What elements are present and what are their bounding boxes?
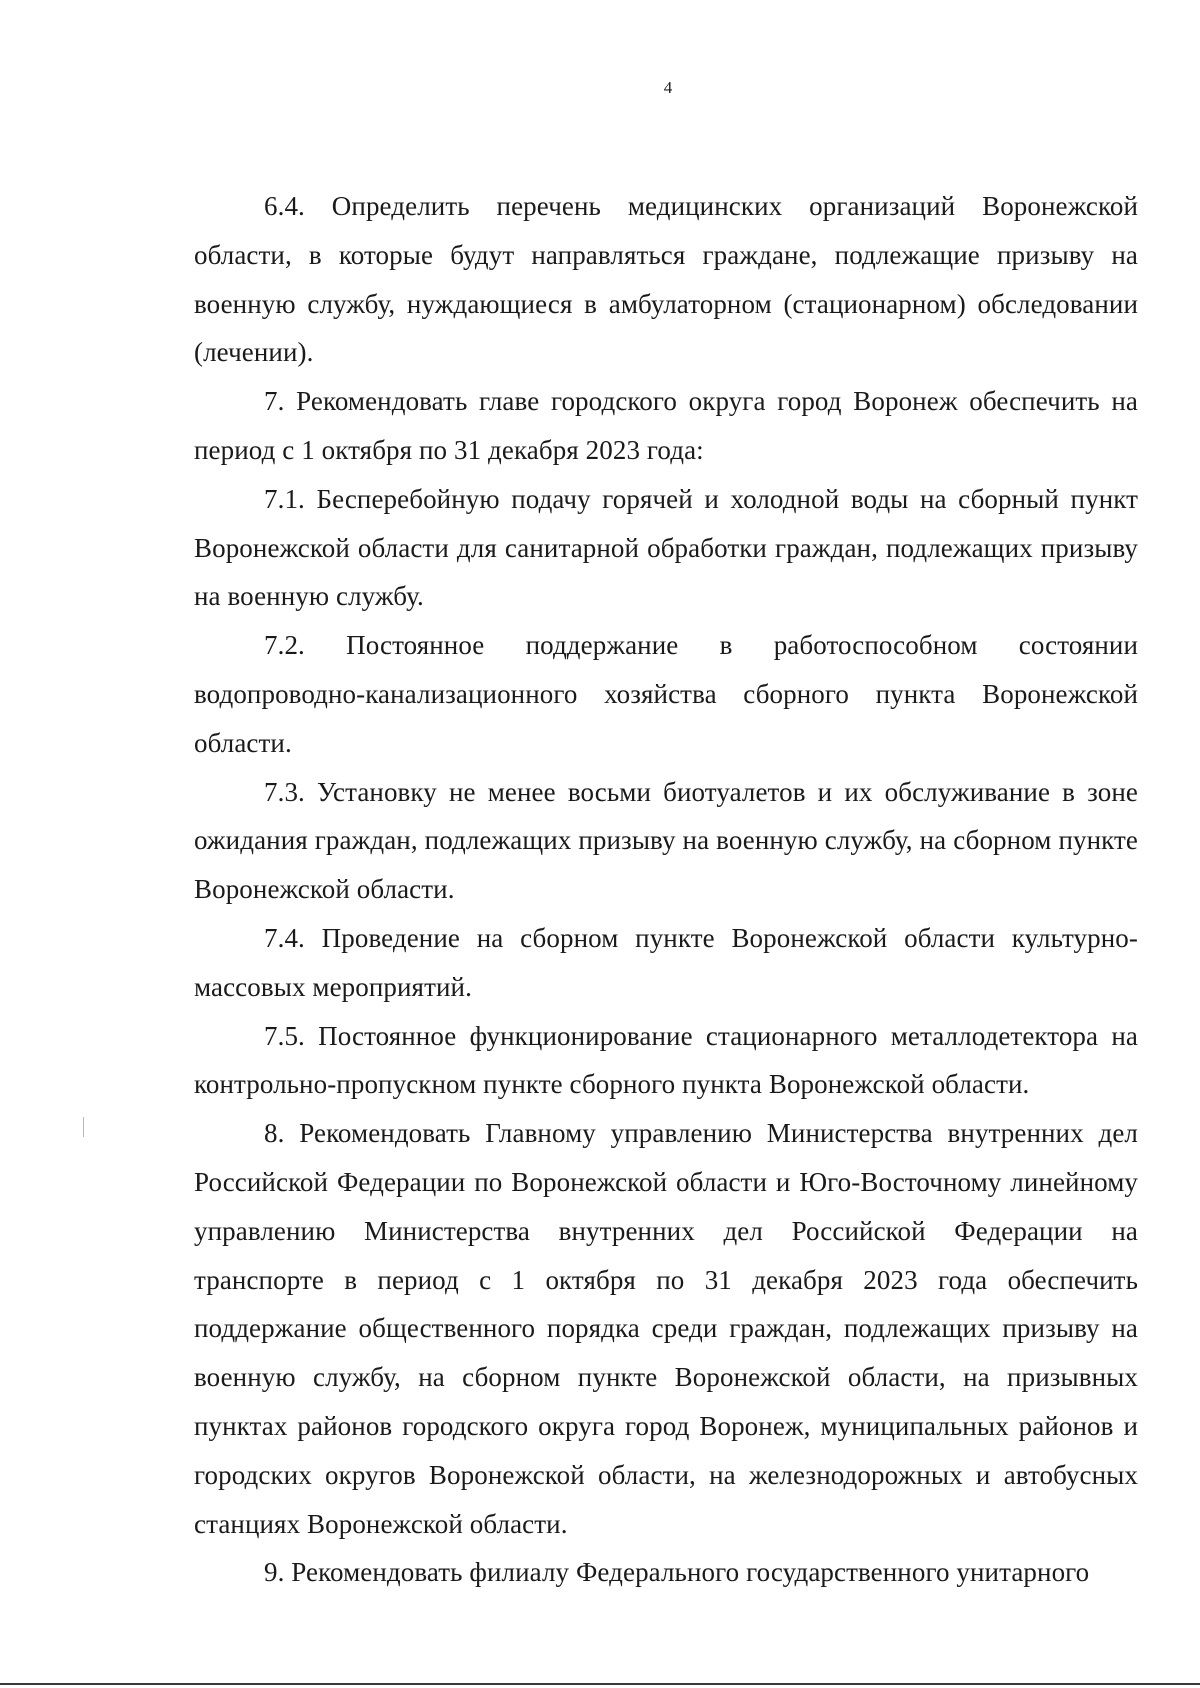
page-bottom-edge [0, 1683, 1200, 1685]
paragraph-7-2: 7.2. Постоянное поддержание в работоспособном состоянии водопроводно-канализационного хозяйства сборного пункта Воронежской области. [194, 630, 1138, 758]
paragraph-9: 9. Рекомендовать филиалу Федерального государственного унитарного [264, 1557, 1090, 1588]
paragraph-7-4: 7.4. Проведение на сборном пункте Воронежской области культурно-массовых мероприятий. [194, 922, 1138, 1002]
paragraph-7-5: 7.5. Постоянное функционирование стационарного металлодетектора на контрольно-пропускном пункте сборного пункта Воронежской области. [194, 1020, 1138, 1100]
paragraph-8: 8. Рекомендовать Главному управлению Министерства внутренних дел Российской Федерации по Воронежской области и Юго-Восточному линейному управлению Министерства внутренних дел Российской Федерации на транспорте в период с 1 октября по 31 декабря 2023 года обеспечить поддержание общественного порядка среди граждан, подлежащих призыву на военную службу, на сборном пункте Воронежской области, на призывных пунктах районов городского округа город Воронеж, муниципальных районов и городских округов Воронежской области, на железнодорожных и автобусных станциях Воронежской области. [194, 1118, 1138, 1539]
document-body [194, 182, 1138, 1597]
paragraph-6-4: 6.4. Определить перечень медицинских организаций Воронежской области, в которые будут направляться граждане, подлежащие призыву на военную службу, нуждающиеся в амбулаторном (стационарном) обследовании (лечении). [194, 191, 1138, 368]
paragraph-7-3: 7.3. Установку не менее восьми биотуалетов и их обслуживание в зоне ожидания граждан, подлежащих призыву на военную службу, на сборном пункте Воронежской области. [194, 776, 1138, 905]
paragraph-7-1: 7.1. Бесперебойную подачу горячей и холодной воды на сборный пункт Воронежской области для санитарной обработки граждан, подлежащих призыву на военную службу. [194, 483, 1138, 612]
margin-mark [83, 1117, 84, 1137]
page-number: 4 [663, 78, 673, 97]
paragraph-7: 7. Рекомендовать главе городского округа город Воронеж обеспечить на период с 1 октября по 31 декабря 2023 года: [194, 386, 1138, 465]
